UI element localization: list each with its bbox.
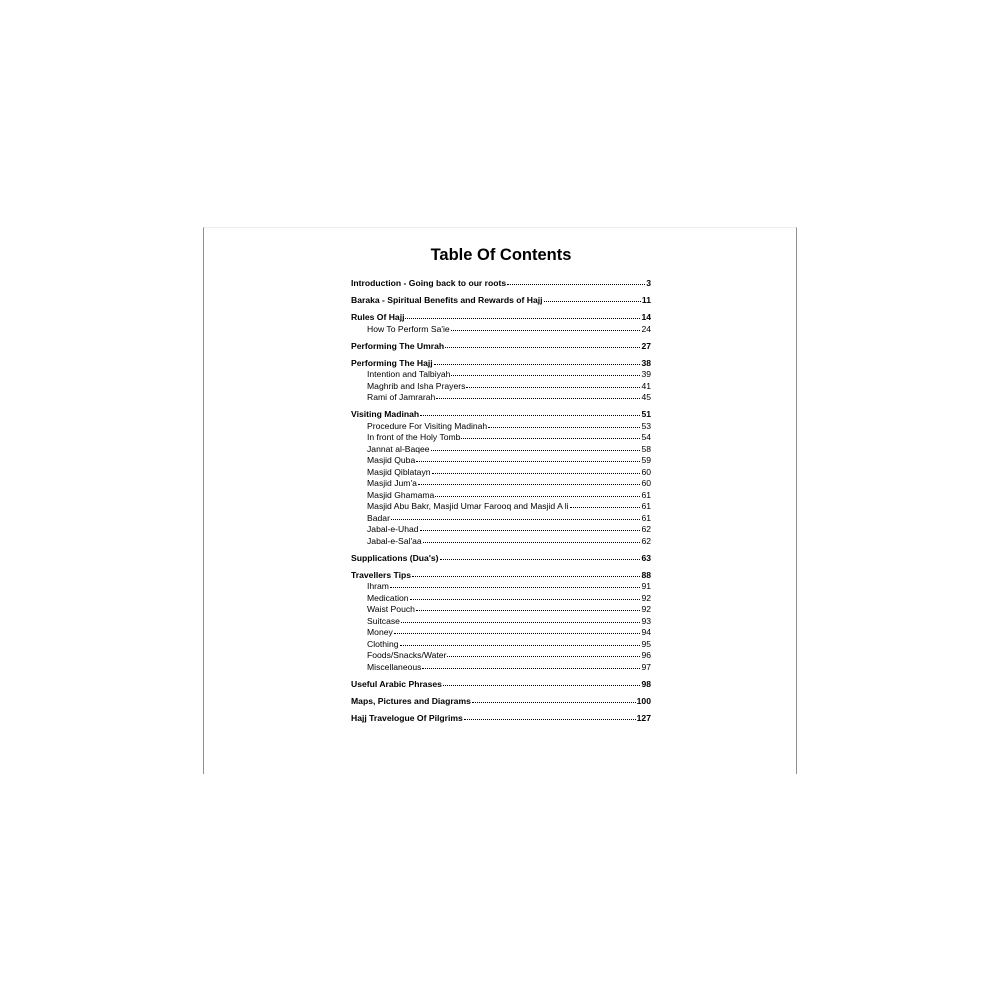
toc-subentry-procedure-for-visiting-madinah[interactable]	[351, 421, 651, 433]
page-number: 127	[636, 712, 651, 723]
dot-leader	[420, 414, 640, 416]
toc-subentry-title: Procedure For Visiting Madinah	[367, 420, 488, 431]
page-number: 60	[641, 478, 651, 488]
toc-subentry-title: Masjid Jum'a	[367, 478, 417, 488]
dot-leader	[405, 317, 640, 319]
toc-subentry-money[interactable]	[351, 627, 651, 639]
dot-leader	[451, 374, 640, 376]
toc-chapter-title: Performing The Umrah	[351, 340, 445, 351]
toc-chapter-hajj-travelogue-of-pilgrims[interactable]	[351, 713, 651, 725]
toc-subentry-masjid-jum-a[interactable]	[351, 478, 651, 490]
dot-leader	[464, 718, 636, 720]
dot-leader	[472, 701, 636, 703]
dot-leader	[431, 449, 641, 451]
page-number: 100	[636, 695, 651, 706]
page-number: 27	[641, 340, 651, 351]
page-number: 54	[641, 432, 651, 442]
toc-subentry-title: Badar	[367, 512, 390, 523]
toc-subentry-title: Masjid Qiblatayn	[367, 466, 431, 477]
dot-leader	[570, 506, 641, 508]
dot-leader	[423, 541, 641, 543]
toc-subentry-badar[interactable]	[351, 513, 651, 525]
toc-chapter-title: Rules Of Hajj	[351, 312, 405, 322]
toc-subentry-masjid-qiblatayn[interactable]	[351, 467, 651, 479]
toc-subentry-masjid-abu-bakr-masjid-umar-farooq-and-masjid-a-li[interactable]	[351, 501, 651, 513]
dot-leader	[418, 483, 641, 485]
toc-subentry-jannat-al-baqee[interactable]	[351, 444, 651, 456]
toc-subentry-title: Maghrib and Isha Prayers	[367, 380, 466, 391]
page-number: 58	[641, 443, 651, 454]
toc-subentry-title: Clothing	[367, 638, 399, 649]
toc-subentry-title: Masjid Abu Bakr, Masjid Umar Farooq and Masjid A li	[367, 501, 569, 511]
toc-subentry-title: Medication	[367, 592, 409, 603]
page-number: 93	[641, 615, 651, 626]
toc-subentry-ihram[interactable]	[351, 581, 651, 593]
toc-subentry-title: Foods/Snacks/Water	[367, 650, 447, 660]
toc-subentry-jabal-e-sal-aa[interactable]	[351, 536, 651, 548]
toc-chapter-title: Useful Arabic Phrases	[351, 678, 442, 689]
toc-chapter-performing-the-hajj[interactable]	[351, 358, 651, 370]
page-number: 3	[646, 278, 651, 288]
toc-subentry-title: Masjid Ghamama	[367, 489, 435, 500]
page-number: 61	[641, 489, 651, 500]
dot-leader	[390, 586, 640, 588]
toc-chapter-title: Visiting Madinah	[351, 409, 420, 419]
page-number: 39	[641, 369, 651, 379]
toc-chapter-title: Maps, Pictures and Diagrams	[351, 695, 471, 706]
page-number: 60	[641, 466, 651, 477]
dot-leader	[461, 437, 640, 439]
dot-leader	[544, 300, 641, 302]
page-number: 24	[641, 323, 651, 334]
dot-leader	[416, 609, 641, 611]
dot-leader	[451, 329, 641, 331]
toc-subentry-clothing[interactable]	[351, 639, 651, 651]
dot-leader	[443, 684, 641, 686]
page-number: 62	[641, 535, 651, 546]
toc-subentry-title: How To Perform Sa'ie	[367, 323, 450, 334]
dot-leader	[432, 472, 641, 474]
dot-leader	[416, 460, 640, 462]
dot-leader	[466, 386, 640, 388]
page-number: 59	[641, 455, 651, 465]
toc-subentry-title: Rami of Jamrarah	[367, 392, 436, 402]
toc-chapter-title: Supplications (Dua's)	[351, 552, 439, 563]
page-number: 53	[641, 420, 651, 431]
toc-subentry-in-front-of-the-holy-tomb[interactable]	[351, 432, 651, 444]
page-number: 95	[641, 638, 651, 649]
toc-subentry-waist-pouch[interactable]	[351, 604, 651, 616]
toc-subentry-title: Jannat al-Baqee	[367, 443, 430, 454]
toc-subentry-masjid-quba[interactable]	[351, 455, 651, 467]
toc-subentry-maghrib-and-isha-prayers[interactable]	[351, 381, 651, 393]
page-number: 88	[641, 569, 651, 580]
toc-subentry-suitcase[interactable]	[351, 616, 651, 628]
dot-leader	[445, 346, 640, 348]
page-number: 91	[641, 581, 651, 591]
dot-leader	[410, 598, 641, 600]
page-number: 61	[641, 512, 651, 523]
page-number: 62	[641, 524, 651, 534]
toc-subentry-title: Waist Pouch	[367, 604, 415, 614]
page-number: 41	[641, 380, 651, 391]
toc-subentry-medication[interactable]	[351, 593, 651, 605]
toc-subentry-title: Intention and Talbiyah	[367, 369, 451, 379]
toc-subentry-title: Money	[367, 627, 393, 637]
dot-leader	[435, 495, 640, 497]
dot-leader	[400, 644, 641, 646]
toc-chapter-title: Introduction - Going back to our roots	[351, 278, 507, 288]
toc-chapter-rules-of-hajj[interactable]	[351, 312, 651, 324]
dot-leader	[434, 363, 641, 365]
toc-chapter-maps-pictures-and-diagrams[interactable]	[351, 696, 651, 708]
toc-subentry-rami-of-jamrarah[interactable]	[351, 392, 651, 404]
page-number: 96	[641, 650, 651, 660]
dot-leader	[488, 426, 640, 428]
toc-subentry-masjid-ghamama[interactable]	[351, 490, 651, 502]
toc-subentry-title: Jabal-e-Sal'aa	[367, 535, 422, 546]
toc-subentry-foods-snacks-water[interactable]	[351, 650, 651, 662]
toc-subentry-title: Masjid Quba	[367, 455, 416, 465]
page-number: 98	[641, 678, 651, 689]
toc-subentry-intention-and-talbiyah[interactable]	[351, 369, 651, 381]
page-number: 61	[641, 501, 651, 511]
page-number: 11	[641, 295, 651, 305]
toc-subentry-title: Miscellaneous	[367, 661, 422, 672]
dot-leader	[447, 655, 640, 657]
dot-leader	[391, 518, 641, 520]
toc-subentry-title: In front of the Holy Tomb	[367, 432, 461, 442]
page-number: 51	[641, 409, 651, 419]
toc-chapter-supplications-dua-s[interactable]	[351, 553, 651, 565]
toc-subentry-title: Ihram	[367, 581, 389, 591]
table-of-contents	[351, 278, 651, 724]
toc-subentry-title: Jabal-e-Uhad	[367, 524, 419, 534]
page-number: 92	[641, 604, 651, 614]
page-number: 38	[641, 357, 651, 368]
dot-leader	[422, 667, 640, 669]
toc-chapter-title: Hajj Travelogue Of Pilgrims	[351, 712, 463, 723]
toc-chapter-travellers-tips[interactable]	[351, 570, 651, 582]
dot-leader	[420, 529, 641, 531]
page-number: 45	[641, 392, 651, 402]
toc-subentry-miscellaneous[interactable]	[351, 662, 651, 674]
document-page	[203, 227, 797, 774]
toc-chapter-introduction-going-back-to-our-roots[interactable]	[351, 278, 651, 290]
toc-chapter-title: Baraka - Spiritual Benefits and Rewards of Hajj	[351, 295, 543, 305]
page-number: 97	[641, 661, 651, 672]
page-number: 94	[641, 627, 651, 637]
toc-chapter-baraka-spiritual-benefits-and-rewards-of-hajj[interactable]	[351, 295, 651, 307]
toc-chapter-visiting-madinah[interactable]	[351, 409, 651, 421]
dot-leader	[401, 621, 640, 623]
toc-chapter-title: Travellers Tips	[351, 569, 412, 580]
toc-subentry-how-to-perform-sa-ie[interactable]	[351, 324, 651, 336]
page-number: 14	[641, 312, 651, 322]
toc-chapter-useful-arabic-phrases[interactable]	[351, 679, 651, 691]
dot-leader	[440, 558, 641, 560]
toc-subentry-title: Suitcase	[367, 615, 400, 626]
dot-leader	[394, 632, 641, 634]
dot-leader	[507, 283, 645, 285]
toc-subentry-jabal-e-uhad[interactable]	[351, 524, 651, 536]
toc-chapter-performing-the-umrah[interactable]	[351, 341, 651, 353]
page-number: 92	[641, 592, 651, 603]
page-title: Table Of Contents	[430, 246, 572, 264]
dot-leader	[436, 397, 640, 399]
toc-chapter-title: Performing The Hajj	[351, 357, 433, 368]
dot-leader	[412, 575, 640, 577]
page-number: 63	[641, 552, 651, 563]
